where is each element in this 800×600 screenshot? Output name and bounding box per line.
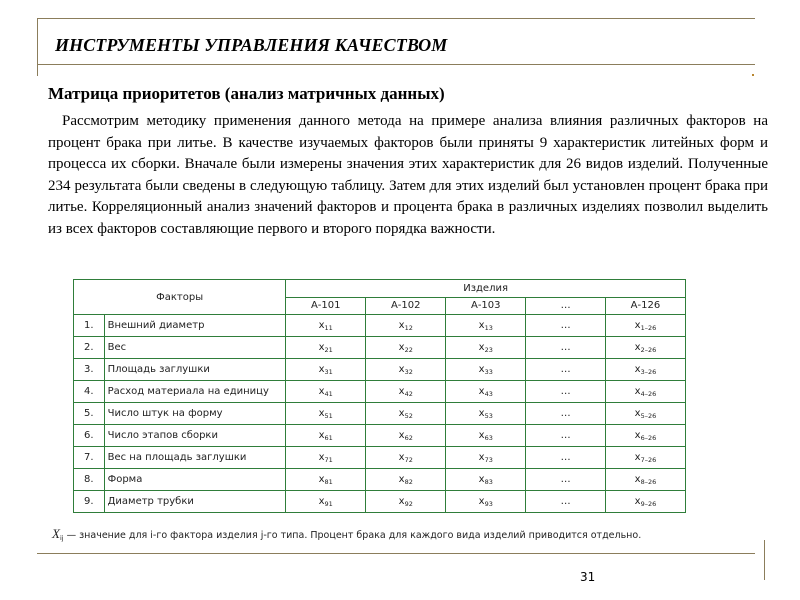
value-cell (526, 403, 606, 425)
value-cell (605, 359, 685, 381)
cell-symbol: x (398, 495, 405, 507)
cell-symbol: x (634, 385, 641, 397)
cell-symbol: x (318, 473, 325, 485)
row-number: 6. (74, 425, 105, 447)
cell-symbol: x (318, 495, 325, 507)
table-row (74, 491, 686, 513)
frame-top-line (37, 18, 755, 19)
frame-title-underline (37, 64, 755, 65)
value-cell (605, 315, 685, 337)
cell-symbol: … (560, 430, 571, 441)
cell-symbol: x (318, 363, 325, 375)
cell-symbol: … (560, 452, 571, 463)
cell-symbol: … (560, 386, 571, 397)
value-cell (286, 425, 366, 447)
cell-symbol: x (478, 429, 485, 441)
value-cell (366, 359, 446, 381)
row-number: 1. (74, 315, 105, 337)
table-row (74, 469, 686, 491)
cell-symbol: x (634, 429, 641, 441)
cell-subscript: 6–26 (640, 433, 657, 442)
cell-symbol: x (398, 319, 405, 331)
cell-subscript: 4–26 (640, 389, 657, 398)
value-cell (526, 359, 606, 381)
factor-name: Диаметр трубки (104, 491, 286, 513)
slide-title: ИНСТРУМЕНТЫ УПРАВЛЕНИЯ КАЧЕСТВОМ (55, 35, 448, 55)
value-cell (605, 381, 685, 403)
cell-symbol: … (560, 474, 571, 485)
value-cell (286, 315, 366, 337)
table-row (74, 337, 686, 359)
decorative-dot (752, 74, 754, 76)
cell-subscript: 11 (324, 323, 333, 332)
cell-symbol: … (560, 320, 571, 331)
cell-symbol: x (634, 473, 641, 485)
cell-subscript: 8–26 (640, 477, 657, 486)
table-row (74, 315, 686, 337)
value-cell (526, 381, 606, 403)
footnote (52, 526, 641, 542)
value-cell (605, 425, 685, 447)
row-number: 8. (74, 469, 105, 491)
value-cell (446, 469, 526, 491)
frame-right-line (764, 540, 765, 580)
factor-name: Вес (104, 337, 286, 359)
value-cell (605, 447, 685, 469)
row-number: 4. (74, 381, 105, 403)
value-cell (526, 337, 606, 359)
factor-matrix-table (73, 279, 686, 513)
cell-subscript: 32 (404, 367, 413, 376)
cell-subscript: 33 (484, 367, 493, 376)
cell-subscript: 9–26 (640, 499, 657, 508)
cell-symbol: x (478, 363, 485, 375)
value-cell (366, 491, 446, 513)
value-cell (526, 315, 606, 337)
cell-subscript: 91 (324, 499, 333, 508)
factor-name: Число штук на форму (104, 403, 286, 425)
row-number: 2. (74, 337, 105, 359)
cell-symbol: x (634, 341, 641, 353)
row-number: 7. (74, 447, 105, 469)
cell-subscript: 72 (404, 455, 413, 464)
value-cell (286, 381, 366, 403)
cell-subscript: 21 (324, 345, 333, 354)
value-cell (286, 447, 366, 469)
value-cell (526, 469, 606, 491)
cell-symbol: x (398, 473, 405, 485)
table-row (74, 381, 686, 403)
value-cell (366, 469, 446, 491)
cell-symbol: x (398, 363, 405, 375)
frame-bottom-line (37, 553, 755, 554)
factors-header: Факторы (74, 280, 286, 315)
cell-subscript: 73 (484, 455, 493, 464)
value-cell (366, 403, 446, 425)
cell-symbol: x (398, 407, 405, 419)
cell-symbol: … (560, 364, 571, 375)
cell-subscript: 43 (484, 389, 493, 398)
cell-symbol: x (318, 429, 325, 441)
factor-name: Площадь заглушки (104, 359, 286, 381)
value-cell (366, 337, 446, 359)
value-cell (286, 491, 366, 513)
cell-subscript: 13 (484, 323, 493, 332)
cell-subscript: 2–26 (640, 345, 657, 354)
cell-subscript: 82 (404, 477, 413, 486)
value-cell (605, 469, 685, 491)
cell-symbol: x (478, 385, 485, 397)
cell-subscript: 31 (324, 367, 333, 376)
footnote-symbol: X (52, 526, 60, 541)
cell-subscript: 5–26 (640, 411, 657, 420)
factor-name: Расход материала на единицу (104, 381, 286, 403)
cell-subscript: 83 (484, 477, 493, 486)
cell-subscript: 61 (324, 433, 333, 442)
body-paragraph: Рассмотрим методику применения данного метода на примере анализа влияния различных факторов на процент брака при литье. В качестве изучаемых факторов были приняты 9 характеристик литейных форм и процесса их сборки. Вначале были измерены значения этих характеристик для 26 видов изделий. Полученные 234 результата были сведены в следующую таблицу. Затем для этих изделий был установлен процент брака при литье. Корреляционный анализ значений факторов и процента брака в различных изделиях позволил выделить из всех факторов составляющие первого и второго порядка важности. (48, 113, 768, 237)
frame-left-line (37, 18, 38, 76)
value-cell (286, 403, 366, 425)
cell-symbol: x (318, 319, 325, 331)
cell-symbol: x (478, 319, 485, 331)
table-row (74, 359, 686, 381)
cell-subscript: 22 (404, 345, 413, 354)
value-cell (446, 315, 526, 337)
table-row (74, 447, 686, 469)
value-cell (446, 403, 526, 425)
cell-symbol: x (634, 363, 641, 375)
cell-subscript: 62 (404, 433, 413, 442)
cell-symbol: x (478, 341, 485, 353)
value-cell (446, 491, 526, 513)
cell-subscript: 3–26 (640, 367, 657, 376)
row-number: 3. (74, 359, 105, 381)
cell-symbol: x (634, 407, 641, 419)
cell-subscript: 81 (324, 477, 333, 486)
cell-subscript: 23 (484, 345, 493, 354)
cell-subscript: 63 (484, 433, 493, 442)
cell-symbol: x (634, 319, 641, 331)
cell-symbol: … (560, 342, 571, 353)
value-cell (366, 381, 446, 403)
table-row (74, 403, 686, 425)
value-cell (605, 403, 685, 425)
cell-symbol: x (318, 451, 325, 463)
table-row (74, 425, 686, 447)
section-subtitle: Матрица приоритетов (анализ матричных данных) (48, 84, 445, 103)
cell-symbol: x (634, 495, 641, 507)
cell-symbol: x (398, 429, 405, 441)
cell-subscript: 93 (484, 499, 493, 508)
footnote-text: — значение для i-го фактора изделия j-го типа. Процент брака для каждого вида изделий приводится отдельно. (63, 530, 642, 541)
cell-symbol: x (398, 341, 405, 353)
cell-symbol: x (634, 451, 641, 463)
factor-name: Число этапов сборки (104, 425, 286, 447)
table-body (74, 315, 686, 513)
product-column-header: А-103 (446, 297, 526, 315)
value-cell (286, 469, 366, 491)
cell-subscript: 12 (404, 323, 413, 332)
footnote-symbol-subscript: ij (59, 534, 64, 542)
value-cell (286, 337, 366, 359)
value-cell (286, 359, 366, 381)
product-column-header: … (526, 297, 606, 315)
factor-name: Форма (104, 469, 286, 491)
value-cell (366, 315, 446, 337)
row-number: 5. (74, 403, 105, 425)
cell-symbol: x (318, 407, 325, 419)
cell-subscript: 52 (404, 411, 413, 420)
page-number: 31 (580, 570, 596, 584)
cell-symbol: x (478, 473, 485, 485)
cell-subscript: 41 (324, 389, 333, 398)
value-cell (526, 425, 606, 447)
cell-subscript: 51 (324, 411, 333, 420)
value-cell (446, 359, 526, 381)
factor-name: Внешний диаметр (104, 315, 286, 337)
cell-symbol: x (478, 495, 485, 507)
value-cell (446, 425, 526, 447)
value-cell (526, 447, 606, 469)
cell-symbol: x (398, 385, 405, 397)
cell-symbol: x (478, 407, 485, 419)
value-cell (446, 381, 526, 403)
cell-subscript: 42 (404, 389, 413, 398)
product-column-header: А-126 (605, 297, 685, 315)
value-cell (605, 491, 685, 513)
cell-symbol: … (560, 408, 571, 419)
product-column-header: А-101 (286, 297, 366, 315)
factor-name: Вес на площадь заглушки (104, 447, 286, 469)
value-cell (366, 447, 446, 469)
cell-subscript: 92 (404, 499, 413, 508)
value-cell (446, 337, 526, 359)
cell-subscript: 53 (484, 411, 493, 420)
cell-symbol: x (398, 451, 405, 463)
cell-symbol: … (560, 496, 571, 507)
cell-symbol: x (478, 451, 485, 463)
products-header: Изделия (286, 280, 686, 298)
table-header-row (74, 280, 686, 298)
value-cell (446, 447, 526, 469)
cell-subscript: 71 (324, 455, 333, 464)
cell-symbol: x (318, 341, 325, 353)
row-number: 9. (74, 491, 105, 513)
value-cell (526, 491, 606, 513)
product-column-header: А-102 (366, 297, 446, 315)
cell-subscript: 1–26 (640, 323, 657, 332)
cell-symbol: x (318, 385, 325, 397)
value-cell (366, 425, 446, 447)
value-cell (605, 337, 685, 359)
cell-subscript: 7–26 (640, 455, 657, 464)
